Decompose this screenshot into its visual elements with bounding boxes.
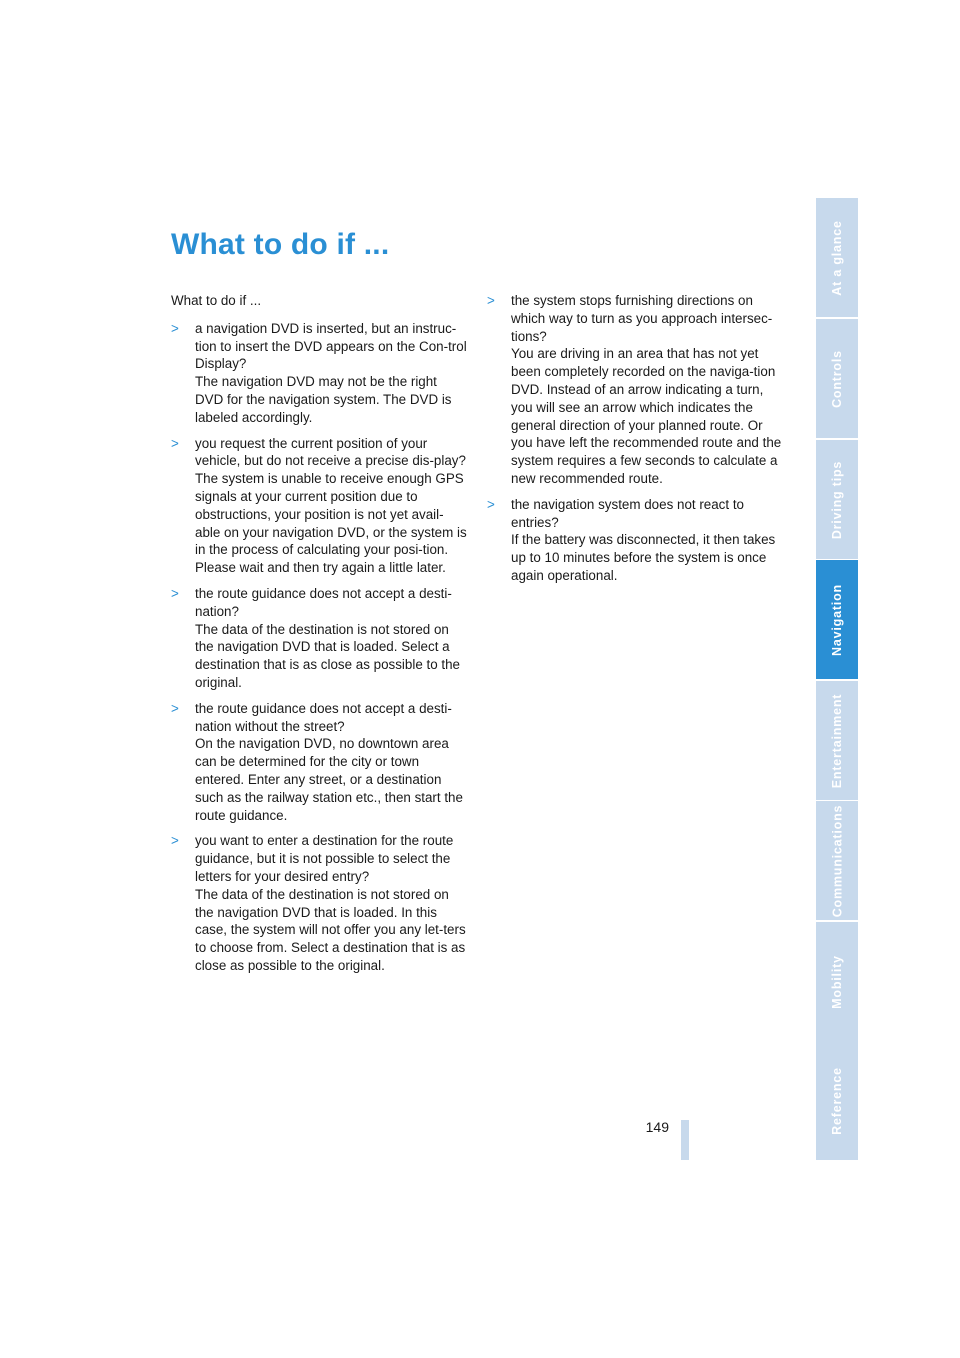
page-number-bar <box>681 1120 689 1160</box>
list-item <box>171 585 467 692</box>
list-item <box>171 320 467 427</box>
item-question: you request the current position of your vehicle, but do not receive a precise dis-play? <box>195 435 466 469</box>
tab-entertainment[interactable] <box>816 681 858 800</box>
tab-driving-tips[interactable] <box>816 440 858 559</box>
item-answer: The navigation DVD may not be the right DVD for the navigation system. The DVD is labeled accordingly. <box>195 374 452 425</box>
list-item <box>487 496 783 585</box>
page-title: What to do if ... <box>171 228 390 261</box>
tab-mobility[interactable] <box>816 922 858 1041</box>
tab-at-a-glance[interactable] <box>816 198 858 317</box>
item-answer: The system is unable to receive enough GPS signals at your current position due to obstructions, your position is not yet avail-able on your navigation DVD, or the system is in the process of calculating your posi-tion. Please wait and then try again a little later. <box>195 471 467 576</box>
item-answer: The data of the destination is not stored on the navigation DVD that is loaded. In this case, the system will not offer you any let-ters to choose from. Select a destination that is as close as possible to the original. <box>195 886 466 973</box>
tab-label: Communications <box>830 804 845 917</box>
tab-reference[interactable] <box>816 1041 858 1160</box>
tab-label: Mobility <box>830 954 844 1009</box>
item-answer: You are driving in an area that has not yet been completely recorded on the naviga-tion DVD. Instead of an arrow indicating a turn, you will see an arrow which indicates the general direction of your planned route. Or you have left the recommended route and the system requires a few seconds to calculate a new recommended route. <box>511 346 782 486</box>
page-number: 149 <box>645 1119 669 1135</box>
item-question: the system stops furnishing directions on which way to turn as you approach intersec-tions? <box>511 293 773 344</box>
tab-navigation[interactable] <box>816 560 858 679</box>
tab-label: Reference <box>830 1066 844 1135</box>
tab-communications[interactable] <box>816 801 858 920</box>
tab-controls[interactable] <box>816 319 858 438</box>
intro-text: What to do if ... <box>171 293 262 308</box>
bullet-arrow-icon: > <box>171 585 179 601</box>
tab-label: Driving tips <box>830 460 845 539</box>
list-item <box>171 435 467 577</box>
bullet-arrow-icon: > <box>171 700 179 716</box>
left-column <box>171 292 467 983</box>
right-column <box>487 292 783 593</box>
item-answer: The data of the destination is not stored on the navigation DVD that is loaded. Select a destination that is as close as possible to the original. <box>195 621 460 690</box>
bullet-arrow-icon: > <box>171 435 179 451</box>
tab-label: Controls <box>830 349 845 408</box>
item-question: the route guidance does not accept a desti-nation without the street? <box>195 700 452 734</box>
tab-label: Navigation <box>830 583 844 656</box>
item-answer: If the battery was disconnected, it then takes up to 10 minutes before the system is once again operational. <box>511 532 776 583</box>
tab-label: Entertainment <box>830 693 845 788</box>
item-question: the navigation system does not react to entries? <box>511 496 744 530</box>
tab-label: At a glance <box>830 219 844 296</box>
item-question: a navigation DVD is inserted, but an instruc-tion to insert the DVD appears on the Con-trol Display? <box>195 320 467 372</box>
list-item <box>487 292 783 488</box>
bullet-arrow-icon: > <box>171 320 179 336</box>
item-question: the route guidance does not accept a desti-nation? <box>195 585 452 619</box>
list-item <box>171 832 467 974</box>
item-answer: On the navigation DVD, no downtown area can be determined for the city or town entered. Enter any street, or a destination such as the railway station etc., then start the route guidance. <box>195 736 463 823</box>
bullet-arrow-icon: > <box>487 293 495 308</box>
chapter-sidebar <box>816 198 858 1160</box>
bullet-arrow-icon: > <box>171 833 179 849</box>
list-item <box>171 700 467 825</box>
item-question: you want to enter a destination for the route guidance, but it is not possible to select the letters for your desired entry? <box>195 833 454 884</box>
bullet-arrow-icon: > <box>487 496 495 512</box>
